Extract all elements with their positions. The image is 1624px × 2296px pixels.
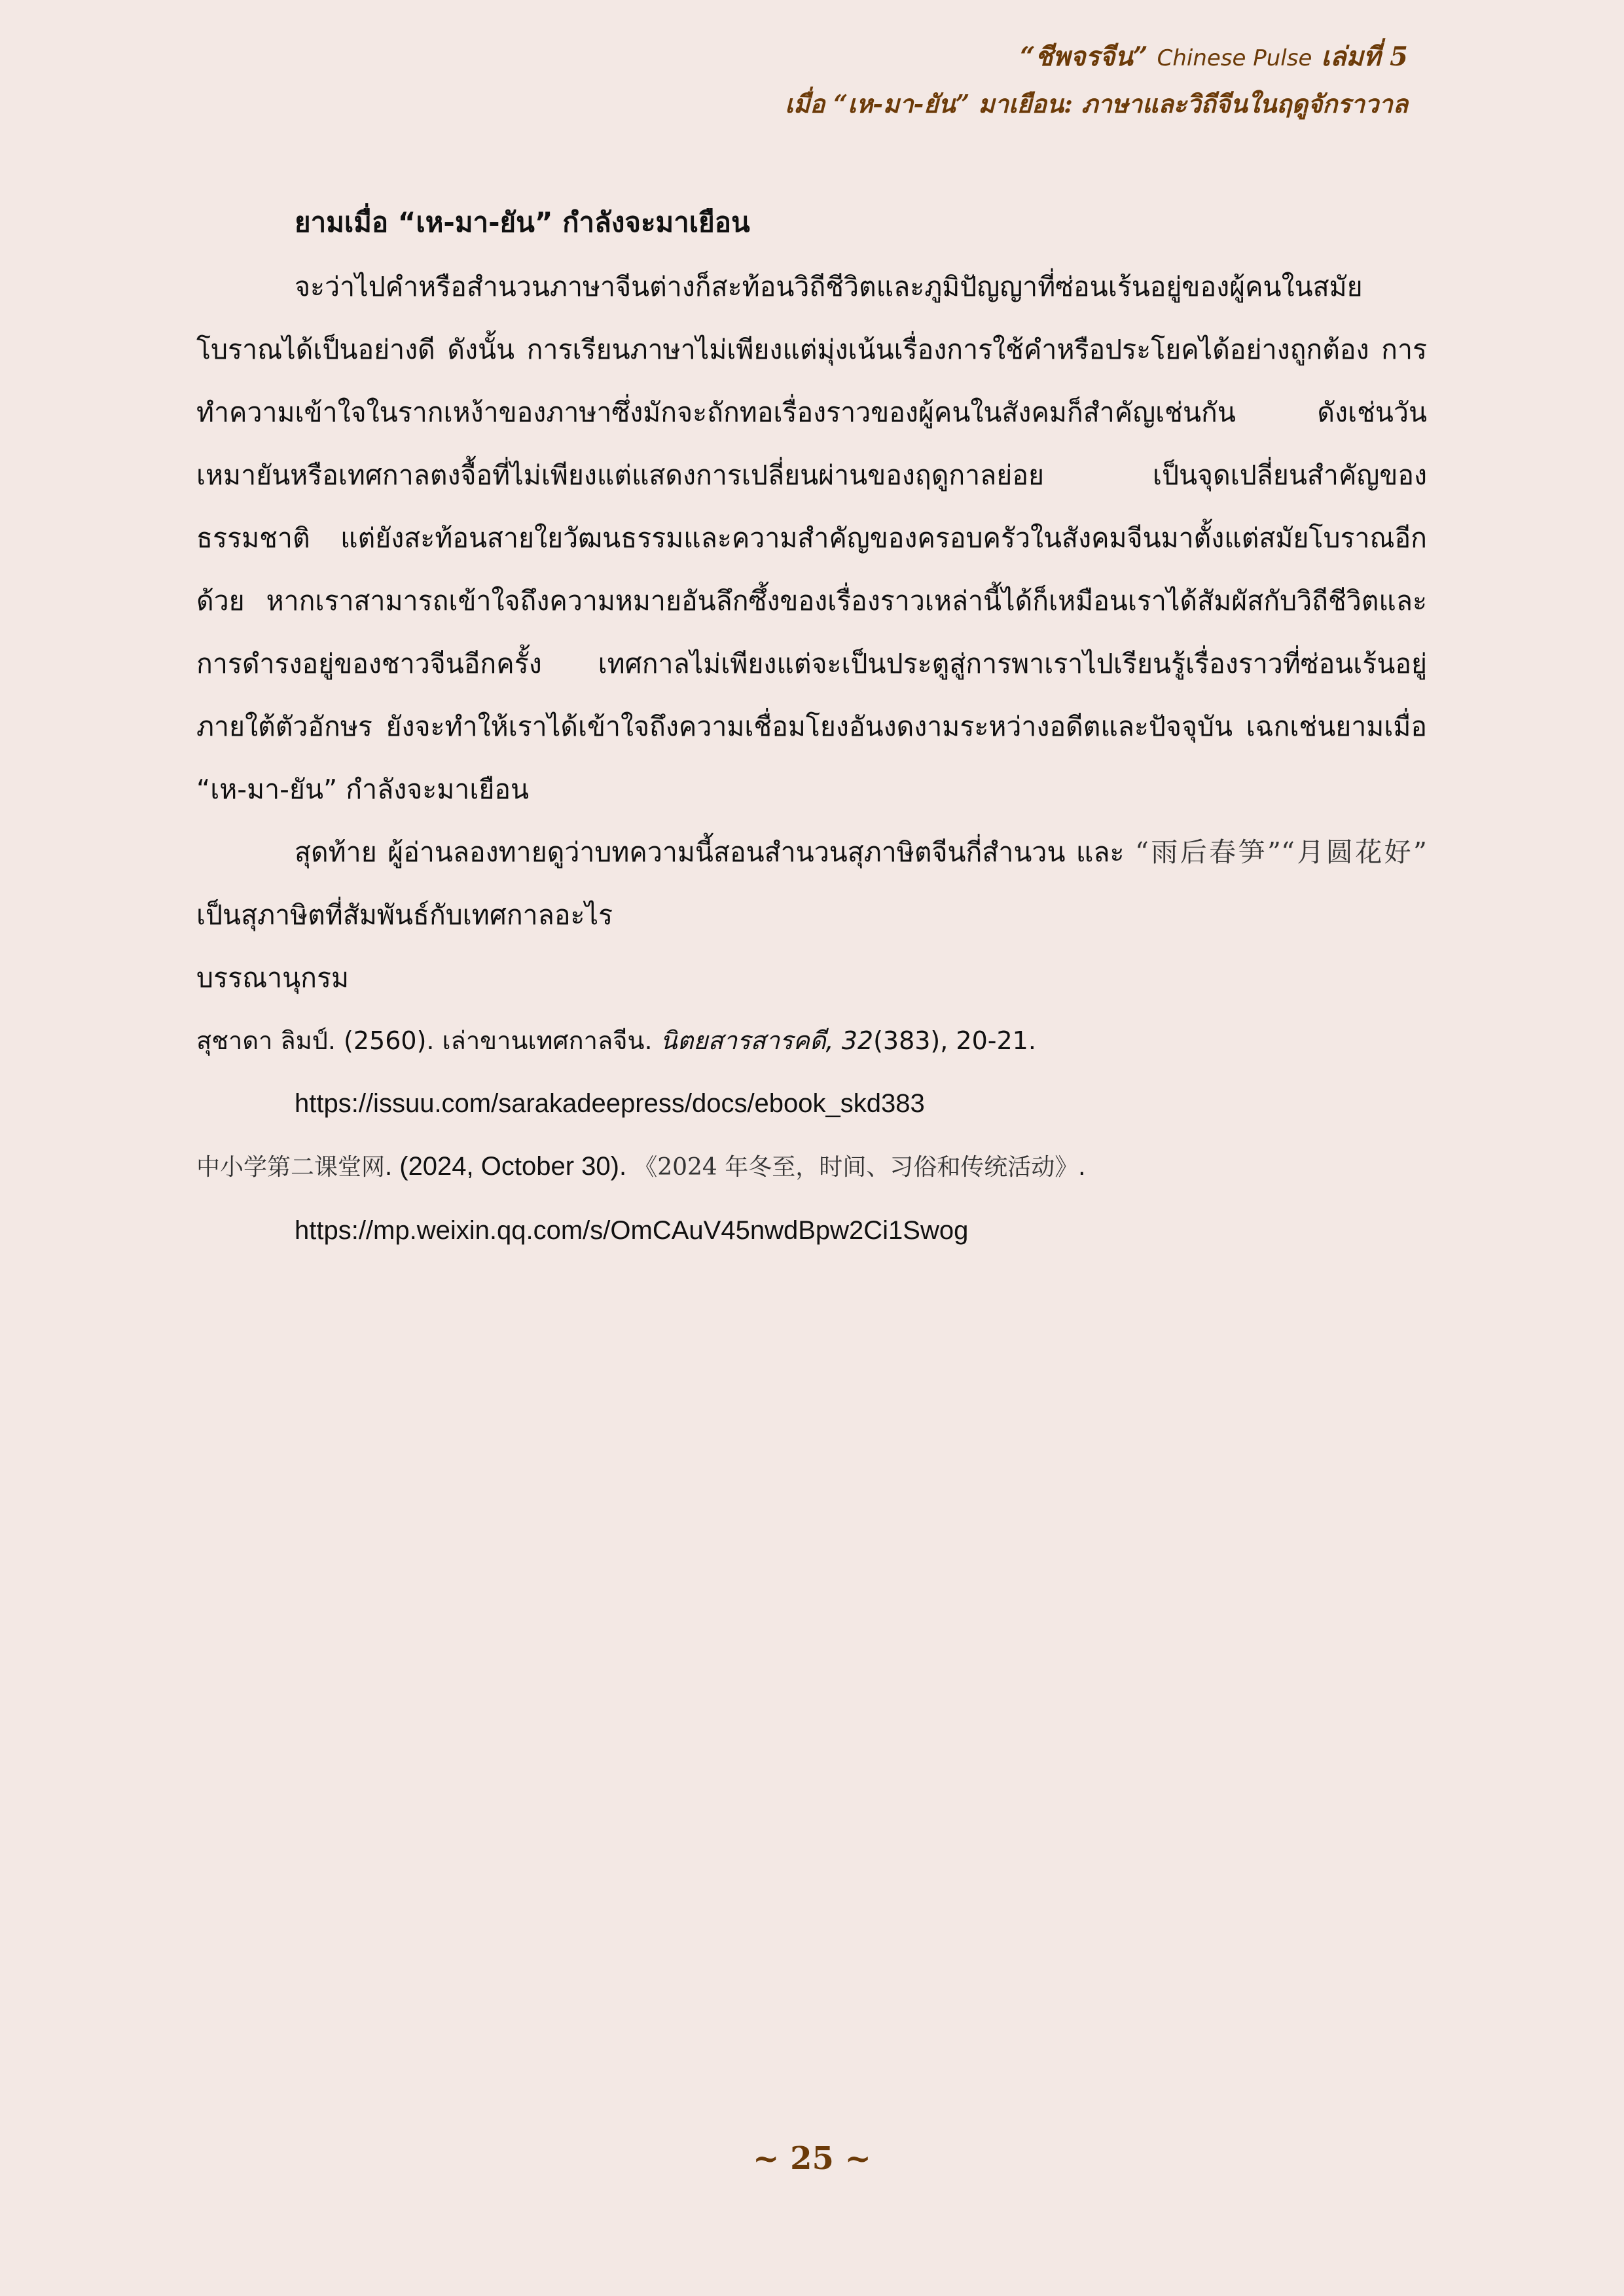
reference-1: [196, 1009, 1427, 1072]
reference-2-date: . (2024, October 30).: [385, 1152, 634, 1181]
page-number: ~ 25 ~: [753, 2140, 871, 2177]
paragraph-2: [196, 821, 1427, 946]
reference-1-url[interactable]: https://issuu.com/sarakadeepress/docs/ebook_skd383: [295, 1089, 925, 1118]
reference-1-journal: นิตยสารสารคดี, 32: [660, 1026, 874, 1055]
volume-label: เล่มที่ 5: [1321, 41, 1408, 72]
series-title-th: “ชีพจรจีน”: [1020, 41, 1148, 72]
running-header: [785, 34, 1408, 127]
reference-2: [196, 1135, 1427, 1199]
chinese-idioms: “雨后春笋”“月圆花好”: [1134, 836, 1428, 868]
reference-1-issue: (383), 20-21.: [873, 1026, 1036, 1055]
article-subtitle: เมื่อ “เห-มา-ยัน” มาเยือน: ภาษาและวิถีจีนในฤดูจักราวาล: [785, 89, 1408, 118]
reference-2-title: 《2024 年冬至，时间、习俗和传统活动》: [634, 1154, 1079, 1181]
paragraph-1: จะว่าไปคำหรือสำนวนภาษาจีนต่างก็สะท้อนวิถีชีวิตและภูมิปัญญาที่ซ่อนเร้นอยู่ของผู้คนในสมัยโบราณได้เป็นอย่างดี ดังนั้น การเรียนภาษาไม่เพียงแต่มุ่งเน้นเรื่องการใช้คำหรือประโยคได้อย่างถูกต้อง การทำความเข้าใจในรากเหง้าของภาษาซึ่งมักจะถักทอเรื่องราวของผู้คนในสังคมก็สำคัญเช่นกัน ดังเช่นวันเหมายันหรือเทศกาลตงจื้อที่ไม่เพียงแต่แสดงการเปลี่ยนผ่านของฤดูกาลย่อย เป็นจุดเปลี่ยนสำคัญของธรรมชาติ แต่ยังสะท้อนสายใยวัฒนธรรมและความสำคัญของครอบครัวในสังคมจีนมาตั้งแต่สมัยโบราณอีกด้วย หากเราสามารถเข้าใจถึงความหมายอันลึกซึ้งของเรื่องราวเหล่านี้ได้ก็เหมือนเราได้สัมผัสกับวิถีชีวิตและการดำรงอยู่ของชาวจีนอีกครั้ง เทศกาลไม่เพียงแต่จะเป็นประตูสู่การพาเราไปเรียนรู้เรื่องราวที่ซ่อนเร้นอยู่ภายใต้ตัวอักษร ยังจะทำให้เราได้เข้าใจถึงความเชื่อมโยงอันงดงามระหว่างอดีตและปัจจุบัน เฉกเช่นยามเมื่อ “เห-มา-ยัน” กำลังจะมาเยือน: [196, 271, 1427, 805]
series-title-line: [785, 34, 1408, 81]
section-heading: ยามเมื่อ “เห-มา-ยัน” กำลังจะมาเยือน: [295, 206, 750, 238]
paragraph-2-intro: สุดท้าย ผู้อ่านลองทายดูว่าบทความนี้สอนสำนวนสุภาษิตจีนกี่สำนวน และ: [295, 836, 1135, 868]
reference-1-author: สุชาดา ลิมป์. (2560). เล่าขานเทศกาลจีน.: [196, 1026, 660, 1055]
reference-2-author: 中小学第二课堂网: [196, 1154, 386, 1181]
series-title-en: Chinese Pulse: [1157, 45, 1312, 71]
paragraph-2-question: เป็นสุภาษิตที่สัมพันธ์กับเทศกาลอะไร: [196, 899, 613, 931]
reference-2-tail: .: [1078, 1152, 1086, 1181]
page-body: [196, 196, 1427, 1262]
reference-2-url[interactable]: https://mp.weixin.qq.com/s/OmCAuV45nwdBpw2Ci1Swog: [295, 1216, 969, 1245]
bibliography-title: บรรณานุกรม: [196, 962, 350, 994]
